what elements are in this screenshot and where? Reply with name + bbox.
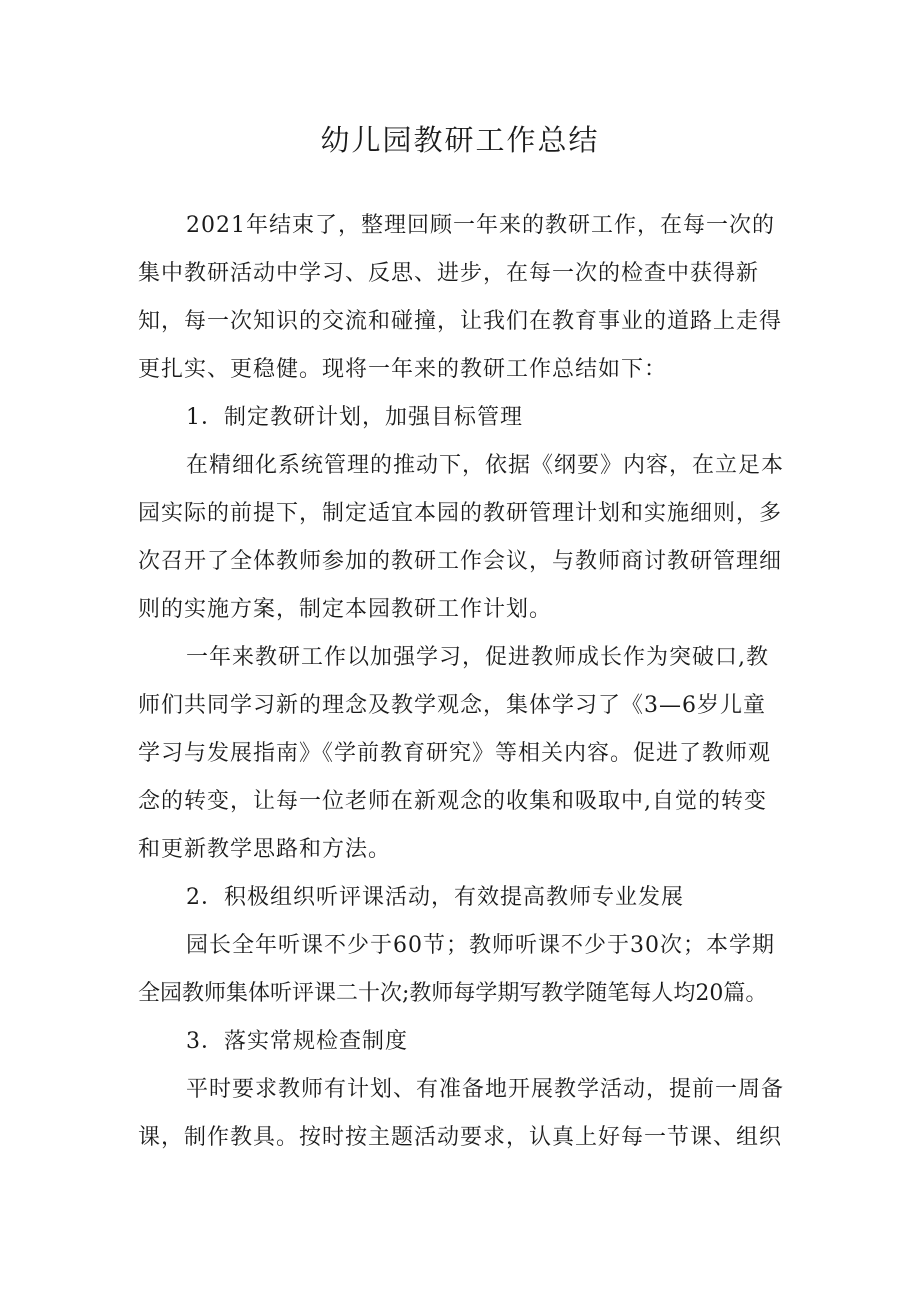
paragraph-line: 园实际的前提下，制定适宜本园的教研管理计划和实施细则，多 bbox=[138, 501, 783, 526]
paragraph-line: 学习与发展指南》《学前教育研究》等相关内容。促进了教师观 bbox=[138, 741, 772, 766]
section-heading-2: 2．积极组织听评课活动，有效提高教师专业发展 bbox=[186, 885, 684, 910]
paragraph-line: 集中教研活动中学习、反思、进步，在每一次的检查中获得新 bbox=[138, 261, 760, 286]
paragraph-line: 一年来教研工作以加强学习，促进教师成长作为突破口,教 bbox=[186, 645, 769, 670]
paragraph-line: 知，每一次知识的交流和碰撞，让我们在教育事业的道路上走得 bbox=[138, 309, 783, 334]
paragraph-line: 和更新教学思路和方法。 bbox=[138, 837, 392, 862]
paragraph-line: 次召开了全体教师参加的教研工作会议，与教师商讨教研管理细 bbox=[138, 549, 783, 574]
section-heading-3: 3．落实常规检查制度 bbox=[186, 1029, 408, 1054]
paragraph-line: 2021年结束了，整理回顾一年来的教研工作，在每一次的 bbox=[186, 213, 775, 238]
paragraph-line: 更扎实、更稳健。现将一年来的教研工作总结如下： bbox=[138, 357, 668, 382]
paragraph-line: 念的转变，让每一位老师在新观念的收集和吸取中,自觉的转变 bbox=[138, 789, 767, 814]
document-title: 幼儿园教研工作总结 bbox=[320, 123, 600, 157]
paragraph-line: 师们共同学习新的理念及教学观念，集体学习了《3—6岁儿童 bbox=[138, 693, 766, 718]
paragraph-line: 则的实施方案，制定本园教研工作计划。 bbox=[138, 597, 553, 622]
paragraph-line: 全园教师集体听评课二十次;教师每学期写教学随笔每人均20篇。 bbox=[138, 981, 768, 1006]
section-heading-1: 1．制定教研计划，加强目标管理 bbox=[186, 405, 523, 430]
paragraph-line: 课，制作教具。按时按主题活动要求，认真上好每一节课、组织 bbox=[138, 1125, 783, 1150]
paragraph-line: 平时要求教师有计划、有准备地开展教学活动，提前一周备 bbox=[186, 1077, 785, 1102]
paragraph-line: 在精细化系统管理的推动下，依据《纲要》内容，在立足本 bbox=[186, 453, 785, 478]
paragraph-line: 园长全年听课不少于60节；教师听课不少于30次；本学期 bbox=[186, 933, 775, 958]
